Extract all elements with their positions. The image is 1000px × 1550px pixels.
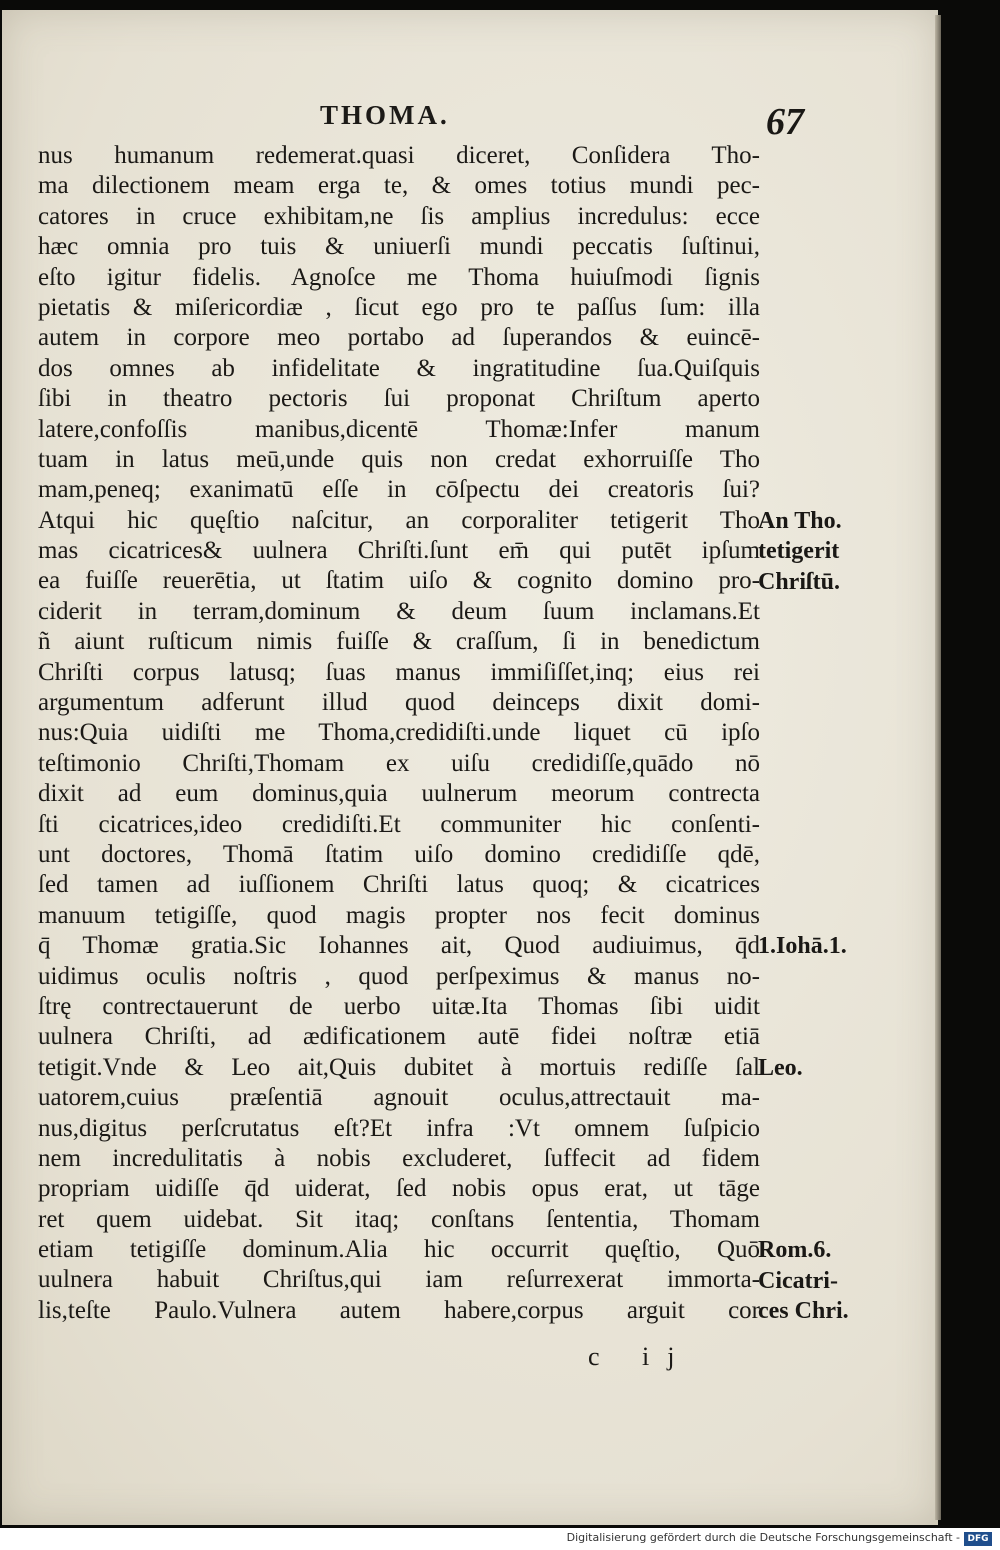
text-line: eſto igitur fidelis. Agnoſce me Thoma huiuſmodi ſignis xyxy=(38,263,760,291)
margin-note: An Tho. xyxy=(758,507,842,534)
main-text-block xyxy=(38,141,760,1326)
text-line: teſtimonio Chriſti,Thomam ex uiſu credidiſſe,quādo nō xyxy=(38,749,760,777)
text-line: catores in cruce exhibitam,ne ſis amplius incredulus: ecce xyxy=(38,202,760,230)
text-line: hæc omnia pro tuis & uniuerſi mundi peccatis ſuſtinui, xyxy=(38,233,760,261)
text-line: tetigit.Vnde & Leo ait,Quis dubitet à mortuis rediſſe ſal xyxy=(38,1053,760,1081)
text-line: ſti cicatrices,ideo credidiſti.Et communiter hic conſenti- xyxy=(38,810,760,838)
text-line: argumentum adferunt illud quod deinceps dixit domi- xyxy=(38,689,760,717)
text-line: uulnera habuit Chriſtus,qui iam reſurrexerat immorta- xyxy=(38,1266,760,1294)
text-line: latere,confoſſis manibus,dicentē Thomæ:Infer manum xyxy=(38,415,760,443)
text-line: uatorem,cuius præſentiā agnouit oculus,attrectauit ma- xyxy=(38,1084,760,1112)
page-edge xyxy=(935,15,941,1520)
text-line: nus:Quia uidiſti me Thoma,credidiſti.unde liquet cū ipſo xyxy=(38,719,760,747)
dfg-logo: DFG xyxy=(964,1532,992,1546)
text-line: ſtrę contrectauerunt de uerbo uitæ.Ita Thomas ſibi uidit xyxy=(38,992,760,1020)
text-line: etiam tetigiſſe dominum.Alia hic occurrit quęſtio, Quō xyxy=(38,1236,760,1264)
text-line: autem in corpore meo portabo ad ſuperandos & euincē- xyxy=(38,324,760,352)
text-line: uidimus oculis noſtris , quod perſpeximus & manus no- xyxy=(38,962,760,990)
text-line: unt doctores, Thomā ſtatim uiſo domino credidiſſe qdē, xyxy=(38,840,760,868)
text-line: propriam uidiſſe q̄d uiderat, ſed nobis opus erat, ut tāge xyxy=(38,1175,760,1203)
text-line: dixit ad eum dominus,quia uulnerum meorum contrecta xyxy=(38,780,760,808)
text-line: pietatis & miſericordiæ , ſicut ego pro te paſſus ſum: illa xyxy=(38,293,760,321)
margin-note: Cicatri- xyxy=(758,1267,838,1294)
margin-note: 1.Iohā.1. xyxy=(758,933,847,960)
text-line: nus humanum redemerat.quasi diceret, Conſidera Tho- xyxy=(38,142,760,169)
text-line: nus,digitus perſcrutatus eſt?Et infra :Vt omnem ſuſpicio xyxy=(38,1114,760,1142)
margin-note: Leo. xyxy=(758,1055,803,1081)
text-line: ea fuiſſe reuerētia, ut ſtatim uiſo & cognito domino pro- xyxy=(38,567,760,595)
signature-mark: c ij xyxy=(588,1342,693,1371)
text-line: ma dilectionem meam erga te, & omes totius mundi pec- xyxy=(38,172,760,200)
text-line: ſed tamen ad iuſſionem Chriſti latus quoq; & cicatrices xyxy=(38,871,760,899)
text-line: lis,teſte Paulo.Vulnera autem habere,corpus arguit cor xyxy=(38,1296,760,1324)
margin-note: Chriſtū. xyxy=(758,568,841,595)
text-line: Atqui hic quęſtio naſcitur, an corporaliter tetigerit Tho xyxy=(38,506,760,534)
margin-note: tetigerit xyxy=(758,538,840,565)
text-line: ſibi in theatro pectoris ſui proponat Chriſtum aperto xyxy=(38,385,760,413)
text-line: tuam in latus meū,unde quis non credat exhorruiſſe Tho xyxy=(38,445,760,473)
text-line: ñ aiunt ruſticum nimis fuiſſe & craſſum, ſi in benedictum xyxy=(38,628,760,656)
text-line: nem incredulitatis à nobis excluderet, ſuffecit ad fidem xyxy=(38,1144,760,1172)
text-line: Chriſti corpus latusq; ſuas manus immiſiſſet,inq; eius rei xyxy=(38,658,760,686)
text-line: ciderit in terram,dominum & deum ſuum inclamans.Et xyxy=(38,597,760,625)
text-line: mam,peneq; exanimatū eſſe in cōſpectu dei creatoris ſui? xyxy=(38,476,760,504)
text-line: mas cicatrices& uulnera Chriſti.ſunt em̄ qui putēt ipſum xyxy=(38,537,760,565)
margin-note: Rom.6. xyxy=(758,1237,832,1264)
text-line: ret quem uidebat. Sit itaq; conſtans ſententia, Thomam xyxy=(38,1205,760,1233)
text-line: manuum tetigiſſe, quod magis propter nos fecit dominus xyxy=(38,901,760,929)
margin-note: ces Chri. xyxy=(758,1298,849,1325)
running-head: THOMA. xyxy=(320,100,450,130)
text-line: q̄ Thomæ gratia.Sic Iohannes ait, Quod audiuimus, q̄d xyxy=(38,932,760,960)
text-line: dos omnes ab infidelitate & ingratitudine ſua.Quiſquis xyxy=(38,354,760,382)
folio-number: 67 xyxy=(766,101,804,143)
text-line: uulnera Chriſti, ad ædificationem autē fidei noſtræ etiā xyxy=(38,1023,760,1051)
footer-credit: Digitalisierung gefördert durch die Deutsche Forschungsgemeinschaft - xyxy=(566,1531,960,1544)
